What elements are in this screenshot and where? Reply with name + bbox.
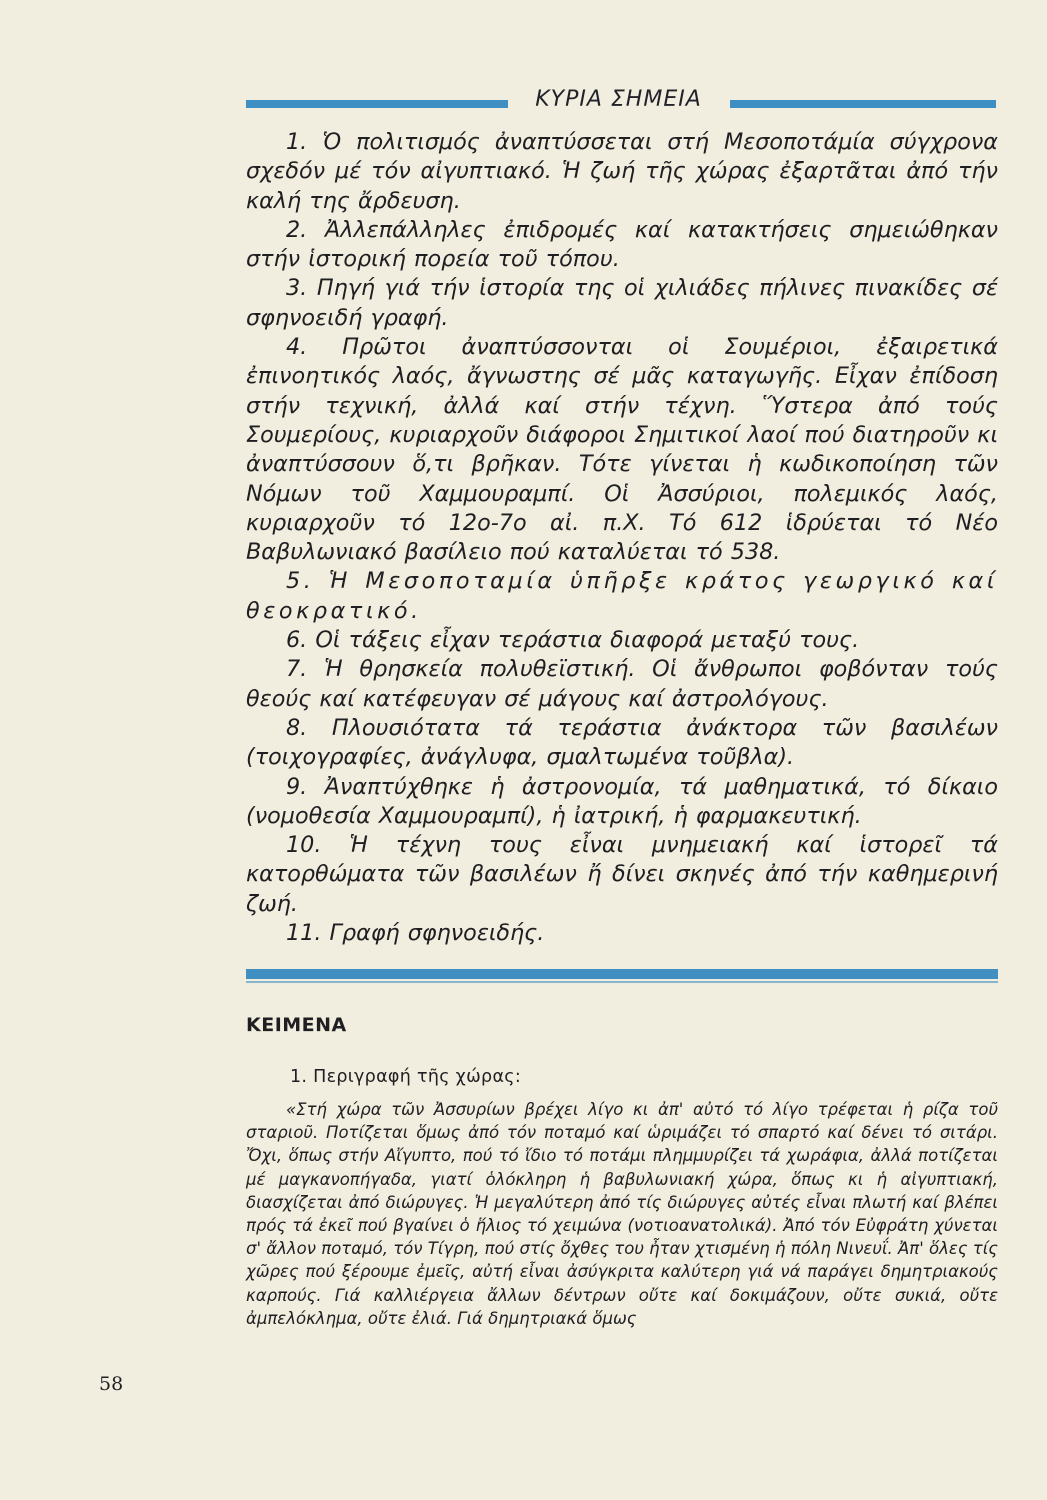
- text-quote: «Στή χώρα τῶν Ἀσσυρίων βρέχει λίγο κι ἀπ' αὐτό τό λίγο τρέφεται ἡ ρίζα τοῦ σταριοῦ. Ποτίζεται ὅμως ἀπό τόν ποταμό καί ὡριμάζει τό σπαρτό καί δένει τό σιτάρι. Ὄχι, ὅπως στήν Αἴγυπτο, πού τό ἴδιο τό ποτάμι πλημμυρίζει τά χωράφια, ἀλλά ποτίζεται μέ μαγκανοπήγαδα, γιατί ὁλόκληρη ἡ βαβυλωνιακή χώρα, ὅπως κι ἡ αἰγυπτιακή, διασχίζεται ἀπό διώρυγες. Ἡ μεγαλύτερη ἀπό τίς διώρυγες αὐτές εἶναι πλωτή καί βλέπει πρός τά ἐκεῖ πού βγαίνει ὁ ἥλιος τό χειμώνα (νοτιοανατολικά). Ἀπό τόν Εὐφράτη χύνεται σ' ἄλλον ποταμό, τόν Τίγρη, πού στίς ὄχθες του ἦταν χτισμένη ἡ πόλη Νινευΐ. Ἀπ' ὅλες τίς χῶρες πού ξέρουμε ἐμεῖς, αὐτή εἶναι ἀσύγκριτα καλύτερη γιά νά παράγει δημητριακούς καρπούς. Γιά καλλιέργεια ἄλλων δέντρων οὔτε καί δοκιμάζουν, οὔτε συκιά, οὔτε ἀμπελόκλημα, οὔτε ἐλιά. Γιά δημητριακά ὅμως: [246, 1100, 998, 1328]
- key-point-10: 10. Ἡ τέχνη τους εἶναι μνημειακή καί ἱστορεῖ τά κατορθώματα τῶν βασιλέων ἤ δίνει σκηνές ἀπό τήν καθημερινή ζωή.: [246, 832, 998, 917]
- key-point-8: 8. Πλουσιότατα τά τεράστια ἀνάκτορα τῶν βασιλέων (τοιχογραφίες, ἀνάγλυφα, σμαλτωμένα τοῦβλα).: [246, 714, 998, 771]
- page-number: 58: [99, 1373, 124, 1395]
- key-point-1: 1. Ὁ πολιτισμός ἀναπτύσσεται στή Μεσοποτάμία σύγχρονα σχεδόν μέ τόν αἰγυπτιακό. Ἡ ζωή τῆς χώρας ἐξαρτᾶται ἀπό τήν καλή της ἄρδευση.: [246, 129, 998, 214]
- key-point-11: 11. Γραφή σφηνοειδής.: [286, 920, 545, 947]
- key-point-4: 4. Πρῶτοι ἀναπτύσσονται οἱ Σουμέριοι, ἐξαιρετικά ἐπινοητικός λαός, ἄγνωστης σέ μᾶς καταγωγῆς. Εἶχαν ἐπίδοση στήν τεχνική, ἀλλά καί στήν τέχνη. Ὕστερα ἀπό τούς Σουμερίους, κυριαρχοῦν διάφοροι Σημιτικοί λαοί πού διατηροῦν κι ἀναπτύσσουν ὅ,τι βρῆκαν. Τότε γίνεται ἡ κωδικοποίηση τῶν Νόμων τοῦ Χαμμουραμπί. Οἱ Ἀσσύριοι, πολεμικός λαός, κυριαρχοῦν τό 12ο-7ο αἰ. π.Χ. Τό 612 ἱδρύεται τό Νέο Βαβυλωνιακό βασίλειο πού καταλύεται τό 538.: [246, 334, 998, 566]
- section-title: ΚΕΙΜΕΝΑ: [246, 1014, 347, 1036]
- section-divider: [246, 969, 998, 979]
- key-point-2: 2. Ἀλλεπάλληλες ἐπιδρομές καί κατακτήσεις σημειώθηκαν στήν ἱστορική πορεία τοῦ τόπου.: [246, 216, 998, 273]
- key-point-7: 7. Ἡ θρησκεία πολυθεϊστική. Οἱ ἄνθρωποι φοβόνταν τούς θεούς καί κατέφευγαν σέ μάγους καί ἀστρολόγους.: [246, 656, 998, 712]
- key-point-6: 6. Οἱ τάξεις εἶχαν τεράστια διαφορά μεταξύ τους.: [286, 627, 860, 654]
- key-point-9: 9. Ἀναπτύχθηκε ἡ ἀστρονομία, τά μαθηματικά, τό δίκαιο (νομοθεσία Χαμμουραμπί), ἡ ἰατρική, ἡ φαρμακευτική.: [246, 773, 998, 829]
- key-point-3: 3. Πηγή γιά τήν ἱστορία της οἱ χιλιάδες πήλινες πινακίδες σέ σφηνοειδή γραφή.: [246, 275, 998, 331]
- header-rule: [246, 87, 996, 115]
- section-divider-thin: [246, 981, 998, 983]
- header-rule-left: [246, 100, 508, 108]
- header-rule-right: [730, 100, 996, 108]
- text-subtitle: 1. Περιγραφή τῆς χώρας:: [290, 1067, 522, 1087]
- key-points-list: [246, 128, 998, 948]
- key-point-5: 5. Ἡ Μεσοποταμία ὑπῆρξε κράτος γεωργικό καί θεοκρατικό.: [246, 568, 998, 624]
- page-title: ΚΥΡΙΑ ΣΗΜΕΙΑ: [535, 87, 702, 112]
